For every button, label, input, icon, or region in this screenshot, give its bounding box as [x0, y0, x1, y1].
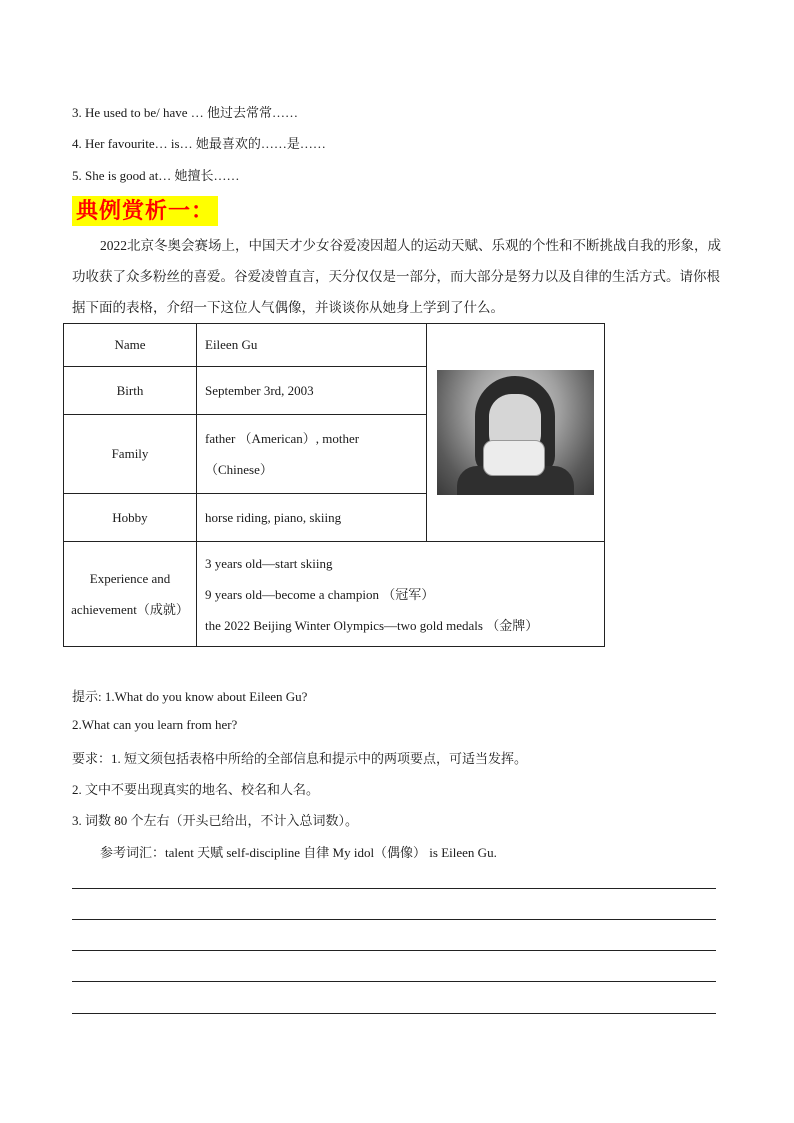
- requirement-3: 3. 词数 80 个左右（开头已给出，不计入总词数）。: [72, 813, 359, 828]
- writing-line[interactable]: [72, 950, 716, 951]
- writing-line[interactable]: [72, 919, 716, 920]
- experience-label-line-1: Experience and: [89, 571, 171, 586]
- experience-item: 9 years old—become a champion （冠军）: [205, 586, 435, 602]
- writing-line[interactable]: [72, 981, 716, 982]
- family-value-line-1: father （American）, mother: [205, 431, 360, 446]
- writing-line[interactable]: [72, 888, 716, 889]
- vocabulary-hint: 参考词汇：talent 天赋 self-discipline 自律 My idol（偶像） is Eileen Gu.: [100, 845, 497, 860]
- phrase-4: 4. Her favourite… is… 她最喜欢的……是……: [72, 136, 326, 151]
- family-value: [197, 415, 427, 494]
- requirement-1: 要求：1. 短文须包括表格中所给的全部信息和提示中的两项要点，可适当发挥。: [72, 751, 528, 766]
- intro-paragraph: 2022北京冬奥会赛场上，中国天才少女谷爱凌因超人的运动天赋、乐观的个性和不断挑战自我的形象，成功收获了众多粉丝的喜爱。谷爱凌曾直言，天分仅仅是一部分，而大部分是努力以及自律的生活方式。请你根据下面的表格，介绍一下这位人气偶像，并谈谈你从她身上学到了什么。: [72, 238, 721, 315]
- writing-line[interactable]: [72, 1013, 716, 1014]
- requirement-2: 2. 文中不要出现真实的地名、校名和人名。: [72, 782, 320, 797]
- phrase-5: 5. She is good at… 她擅长……: [72, 168, 240, 183]
- photo-cell: [427, 324, 605, 542]
- hobby-value: horse riding, piano, skiing: [197, 494, 427, 542]
- phrase-3: 3. He used to be/ have … 他过去常常……: [72, 105, 299, 120]
- portrait-photo: [437, 370, 594, 495]
- section-heading: 典例赏析一：: [72, 196, 218, 226]
- family-value-line-2: （Chinese）: [205, 462, 273, 477]
- info-table: [63, 323, 605, 647]
- experience-value: [197, 542, 605, 647]
- birth-label: Birth: [64, 367, 197, 415]
- experience-label-line-2: achievement（成就）: [71, 602, 189, 617]
- hint-1: 提示: 1.What do you know about Eileen Gu?: [72, 689, 308, 704]
- experience-item: the 2022 Beijing Winter Olympics—two gold medals （金牌）: [205, 617, 539, 633]
- experience-item: 3 years old—start skiing: [205, 555, 333, 571]
- hint-2: 2.What can you learn from her?: [72, 717, 238, 732]
- medal-icon: [483, 440, 545, 476]
- name-value: Eileen Gu: [197, 324, 427, 367]
- birth-value: September 3rd, 2003: [197, 367, 427, 415]
- name-label: Name: [64, 324, 197, 367]
- hobby-label: Hobby: [64, 494, 197, 542]
- experience-label: [64, 542, 197, 647]
- family-label: Family: [64, 415, 197, 494]
